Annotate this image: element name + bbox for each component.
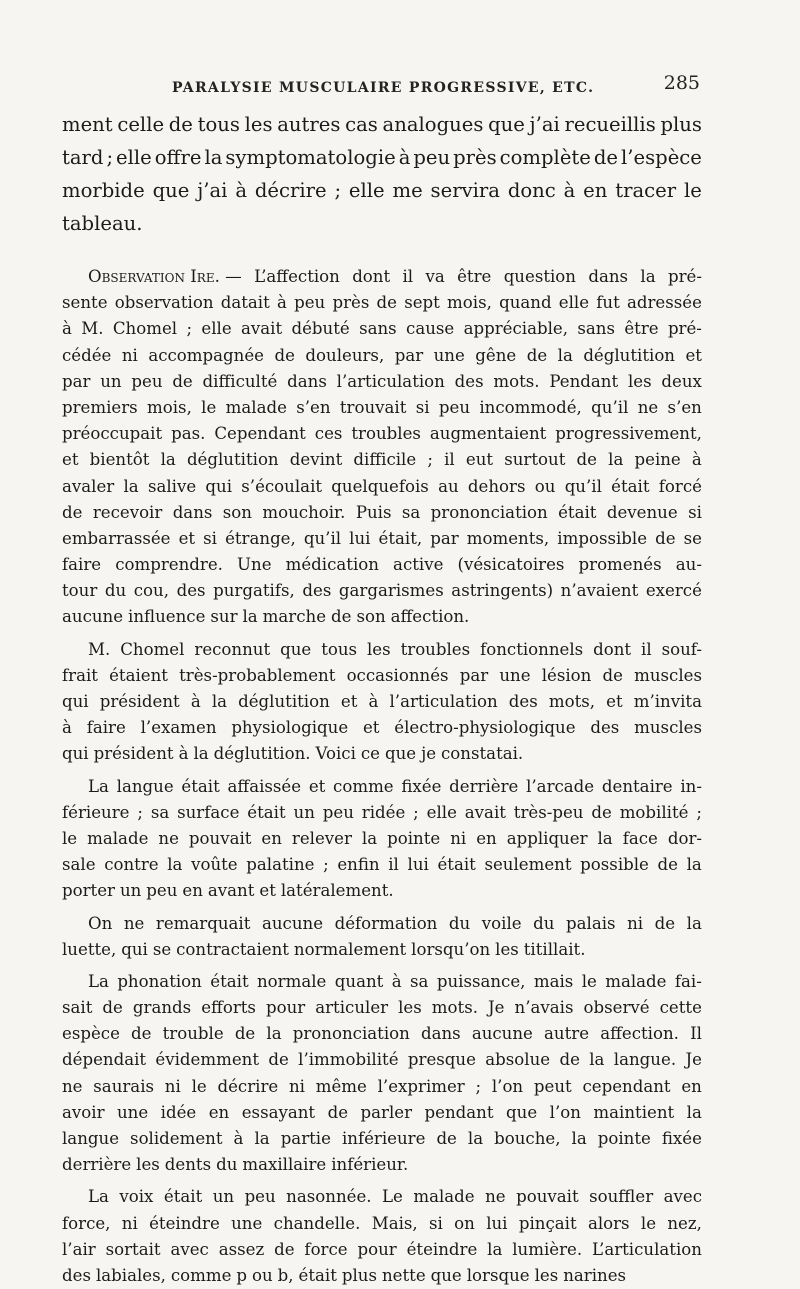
text-line: La phonation était normale quant à sa puissance, mais le malade fai-	[88, 971, 702, 991]
paragraph	[62, 911, 702, 963]
text-line: Observation Ire. — L’affection dont il va être question dans la pré-	[62, 264, 702, 290]
text-line: On ne remarquait aucune déformation du voile du palais ni de la	[88, 913, 702, 933]
text-line: frait étaient très-probablement occasionnés par une lésion de muscles	[62, 665, 702, 685]
text-line: cédée ni accompagnée de douleurs, par une gêne de la déglutition et	[62, 345, 702, 365]
text-line: à M. Chomel ; elle avait débuté sans cause appréciable, sans être pré-	[62, 319, 702, 339]
text-line: des labiales, comme p ou b, était plus nette que lorsque les narines	[62, 1265, 627, 1285]
text-line: ment celle de tous les autres cas analogues que j’ai recueillis plus	[62, 113, 702, 136]
page-number: 285	[663, 72, 700, 94]
text-line: La langue était affaissée et comme fixée derrière l’arcade dentaire in-	[88, 776, 702, 796]
paragraph	[62, 969, 702, 1179]
text-line: espèce de trouble de la prononciation dans aucune autre affection. Il	[62, 1024, 702, 1044]
text-line: La voix était un peu nasonnée. Le malade ne pouvait souffler avec	[88, 1187, 702, 1207]
text-line: M. Chomel reconnut que tous les troubles fonctionnels dont il souf-	[88, 639, 702, 659]
text-line: sale contre la voûte palatine ; enfin il lui était seulement possible de la	[62, 855, 702, 875]
text-line: sente observation datait à peu près de sept mois, quand elle fut adressée	[62, 293, 702, 313]
text-line: l’air sortait avec assez de force pour éteindre la lumière. L’articulation	[62, 1239, 702, 1259]
text-line: qui président à la déglutition. Voici ce que je constatai.	[62, 744, 524, 764]
paragraph	[62, 637, 702, 768]
text-line: avoir une idée en essayant de parler pendant que l’on maintient la	[62, 1102, 702, 1122]
text-line: embarrassée et si étrange, qu’il lui était, par moments, impossible de se	[62, 528, 702, 548]
text-line: préoccupait pas. Cependant ces troubles augmentaient progressivement,	[62, 424, 702, 444]
text-line: faire comprendre. Une médication active (vésicatoires promenés au-	[62, 555, 702, 575]
text-line: porter un peu en avant et latéralement.	[62, 881, 394, 901]
observation-heading: Observation Ire. —	[88, 267, 242, 286]
text-line: force, ni éteindre une chandelle. Mais, si on lui pinçait alors le nez,	[62, 1213, 702, 1233]
text-line: langue solidement à la partie inférieure de la bouche, la pointe fixée	[62, 1129, 702, 1148]
text-line: tableau.	[62, 212, 143, 235]
text-line: aucune influence sur la marche de son affection.	[62, 607, 470, 627]
paragraph	[62, 1184, 702, 1289]
running-head	[60, 72, 700, 100]
text-line: et bientôt la déglutition devint difficile ; il eut surtout de la peine à	[62, 450, 702, 470]
text-line: sait de grands efforts pour articuler les mots. Je n’avais observé cette	[62, 998, 702, 1018]
text-line: dépendait évidemment de l’immobilité presque absolue de la langue. Je	[62, 1050, 702, 1070]
text-line: férieure ; sa surface était un peu ridée ; elle avait très-peu de mobilité ;	[62, 802, 702, 822]
text-line: le malade ne pouvait en relever la pointe ni en appliquer la face dor-	[62, 828, 702, 848]
text-line: par un peu de difficulté dans l’articulation des mots. Pendant les deux	[62, 371, 702, 391]
text-line: luette, qui se contractaient normalement lorsqu’on les titillait.	[62, 939, 586, 959]
text-line: premiers mois, le malade s’en trouvait si peu incommodé, qu’il ne s’en	[62, 397, 702, 417]
text-line: tour du cou, des purgatifs, des gargarismes astringents) n’avaient exercé	[62, 581, 702, 601]
text-line: ne saurais ni le décrire ni même l’exprimer ; l’on peut cependant en	[62, 1076, 702, 1096]
text-line: avaler la salive qui s’écoulait quelquefois au dehors ou qu’il était forcé	[62, 476, 702, 496]
text-line: morbide que j’ai à décrire ; elle me servira donc à en tracer le	[62, 179, 702, 202]
paragraph	[62, 108, 702, 240]
text-line: à faire l’examen physiologique et électro-physiologique des muscles	[62, 718, 702, 738]
body-text	[62, 108, 702, 1289]
text-line: de recevoir dans son mouchoir. Puis sa prononciation était devenue si	[62, 502, 702, 522]
text-line: derrière les dents du maxillaire inférieur.	[62, 1155, 409, 1175]
running-title: PARALYSIE MUSCULAIRE PROGRESSIVE, ETC.	[172, 80, 595, 96]
paragraph	[62, 774, 702, 905]
paragraph	[62, 264, 702, 631]
text-line: qui président à la déglutition et à l’articulation des mots, et m’invita	[62, 692, 702, 711]
text-line: tard ; elle offre la symptomatologie à peu près complète de l’espèce	[62, 146, 702, 169]
